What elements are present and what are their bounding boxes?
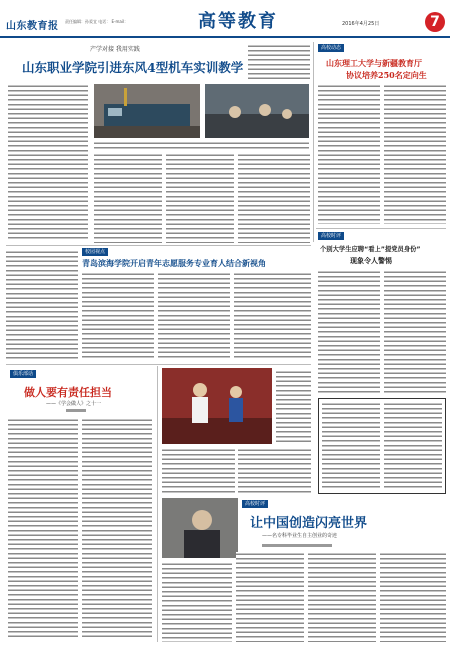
lead-headline: 山东职业学院引进东风4型机车实训教学 (22, 60, 244, 75)
story2-tag: 校园视点 (82, 248, 108, 256)
section-title: 高等教育 (198, 11, 278, 32)
right-box-body-col2 (384, 402, 442, 488)
column-left-tag: 俱乐部话 (10, 370, 36, 378)
column-left-byline (66, 409, 86, 412)
lead-body-col1 (8, 84, 88, 242)
header-rule (0, 36, 450, 38)
center-body-col1 (162, 448, 235, 494)
bottom-story-body-col3 (308, 552, 376, 642)
lead-body-col5 (248, 44, 310, 80)
lead-body-col4 (238, 153, 310, 243)
photo-caption (94, 141, 309, 150)
right-top-headline-1: 山东理工大学与新疆教育厅 (326, 58, 422, 68)
right-top-headline-2: 协议培养250名定向生 (346, 70, 427, 80)
bottom-story-subhead: ——名专科毕业生自主创业的奇迹 (262, 533, 338, 539)
graduate-photo (162, 498, 238, 558)
right-mid-body-col1 (318, 270, 380, 394)
locomotive-photo-2 (205, 84, 309, 138)
masthead-logo: 山东教育报 (6, 21, 59, 32)
story2-headline: 青岛滨海学院开启青年志愿服务专业育人结合新视角 (82, 258, 266, 268)
classroom-image (205, 84, 309, 138)
issue-date: 2016年4月25日 (342, 21, 380, 27)
bottom-story-body-col2 (236, 552, 304, 642)
bottom-story-body-col4 (380, 552, 446, 642)
page-number-badge: 7 (425, 12, 445, 32)
bottom-story-body-col1 (162, 562, 232, 642)
right-mid-tag: 高校时评 (318, 232, 344, 240)
locomotive-image (94, 84, 200, 138)
story2-rule (6, 245, 311, 246)
sports-caption (276, 370, 311, 444)
center-body-col2 (238, 448, 311, 494)
column-divider (313, 42, 314, 242)
right-top-body-col1 (318, 84, 380, 224)
column-left-body-col1 (8, 418, 78, 640)
column-left-rule (6, 364, 311, 365)
bottom-story-headline: 让中国创造闪亮世界 (250, 516, 368, 531)
bottom-story-byline (262, 544, 332, 547)
bottom-story-tag: 高校时评 (242, 500, 268, 508)
right-mid-headline-1: 个别大学生应聘“看上”提党员身份” (320, 246, 421, 253)
right-top-tag: 高校动态 (318, 44, 344, 52)
story2-body-col2 (158, 272, 230, 360)
portrait-image (162, 498, 238, 558)
right-mid-rule (316, 228, 446, 229)
column-left-divider (157, 366, 158, 642)
story2-body-col3 (234, 272, 311, 360)
table-tennis-photo (162, 368, 272, 444)
lead-body-col3 (166, 153, 234, 243)
right-mid-body-col2 (384, 270, 446, 394)
sports-image (162, 368, 272, 444)
right-top-body-col2 (384, 84, 446, 224)
column-left-subhead: ——《学会做人》之十一 (46, 401, 102, 407)
masthead-subtitle: 责任编辑：孙爱宜 电话： E-mail： (65, 19, 129, 24)
lead-body-col2 (94, 153, 162, 243)
locomotive-photo-1 (94, 84, 200, 138)
right-box-body-col1 (322, 402, 380, 488)
lead-kicker: 产学对接 我用实践 (90, 46, 140, 53)
column-left-body-col2 (82, 418, 152, 640)
column-left-headline: 做人要有责任担当 (24, 386, 112, 399)
story2-body-left (6, 250, 78, 360)
right-mid-headline-2: 现象令人警惕 (350, 257, 392, 265)
story2-body-col1 (82, 272, 154, 360)
